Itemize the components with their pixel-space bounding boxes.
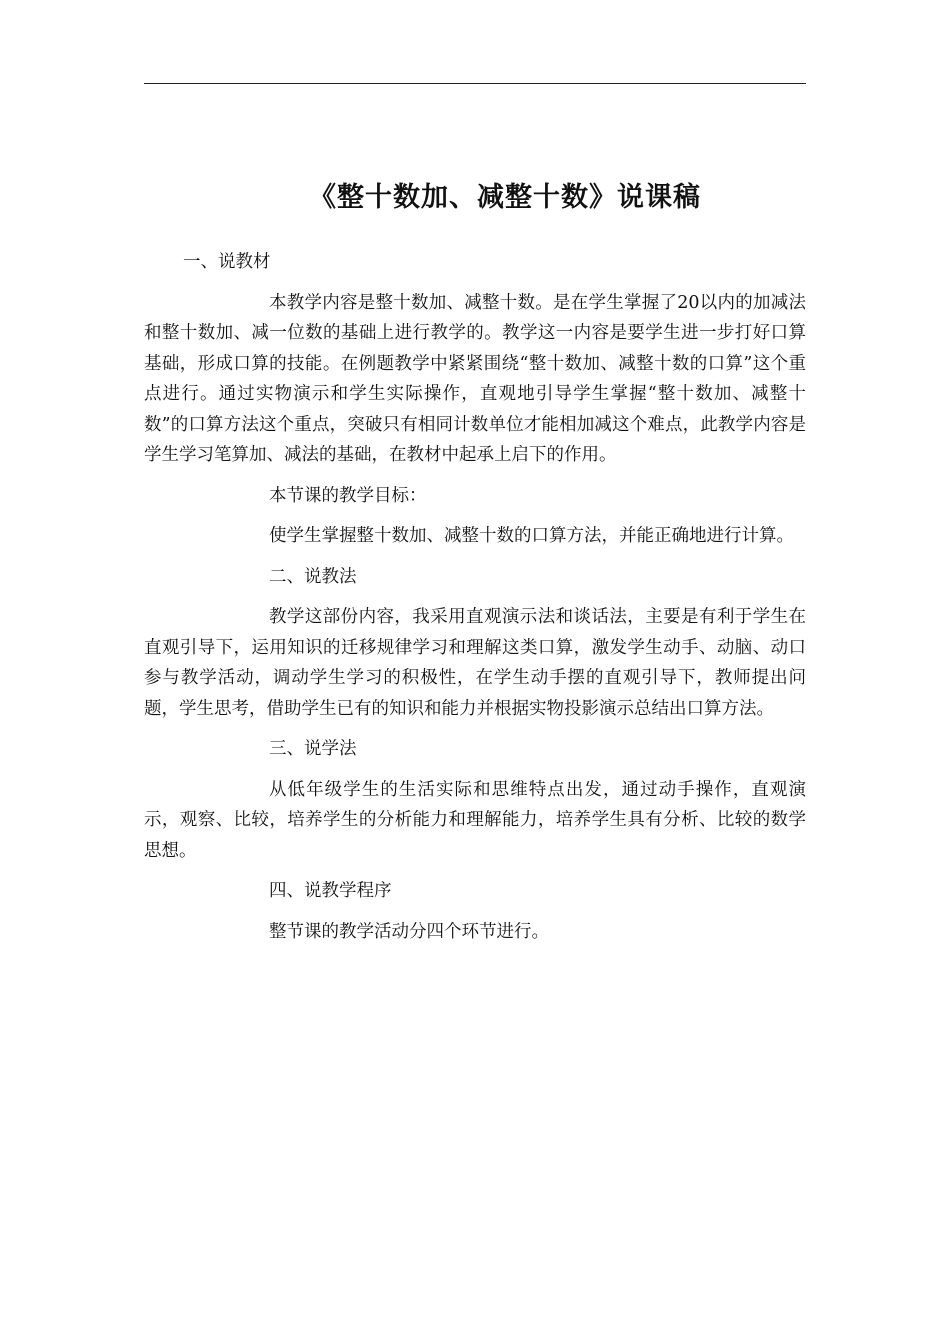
section-heading-teaching-procedure: 四、说教学程序 xyxy=(269,881,392,901)
paragraph-teaching-goal: 使学生掌握整十数加、减整十数的口算方法，并能正确地进行计算。 xyxy=(269,526,794,546)
document-body xyxy=(144,247,806,957)
paragraph-teaching-goal-label: 本节课的教学目标： xyxy=(269,485,427,506)
section-heading-learning-method: 三、说学法 xyxy=(269,739,357,759)
paragraph-teaching-material: 本教学内容是整十数加、减整十数。是在学生掌握了20以内的加减法和整十数加、减一位数的基础上进行教学的。教学这一内容是要学生进一步打好口算基础，形成口算的技能。在例题教学中紧紧围绕“整十数加、减整十数的口算”这个重点进行。通过实物演示和学生实际操作，直观地引导学生掌握“整十数加、减整十数”的口算方法这个重点，突破只有相同计数单位才能相加减这个难点，此教学内容是学生学习笔算加、减法的基础，在教材中起承上启下的作用。 xyxy=(144,292,806,465)
document-title: 《整十数加、减整十数》说课稿 xyxy=(309,182,701,213)
paragraph-teaching-procedure: 整节课的教学活动分四个环节进行。 xyxy=(269,921,549,942)
section-heading-teaching-material: 一、说教材 xyxy=(183,252,271,272)
paragraph-teaching-method: 教学这部份内容，我采用直观演示法和谈话法，主要是有利于学生在直观引导下，运用知识的迁移规律学习和理解这类口算，激发学生动手、动脑、动口参与教学活动，调动学生学习的积极性，在学生动手摆的直观引导下，教师提出问题，学生思考，借助学生已有的知识和能力并根据实物投影演示总结出口算方法。 xyxy=(144,607,806,719)
paragraph-learning-method: 从低年级学生的生活实际和思维特点出发，通过动手操作，直观演示，观察、比较，培养学生的分析能力和理解能力，培养学生具有分析、比较的数学思想。 xyxy=(144,779,806,861)
section-heading-teaching-method: 二、说教法 xyxy=(269,566,357,587)
header-rule xyxy=(144,83,806,84)
